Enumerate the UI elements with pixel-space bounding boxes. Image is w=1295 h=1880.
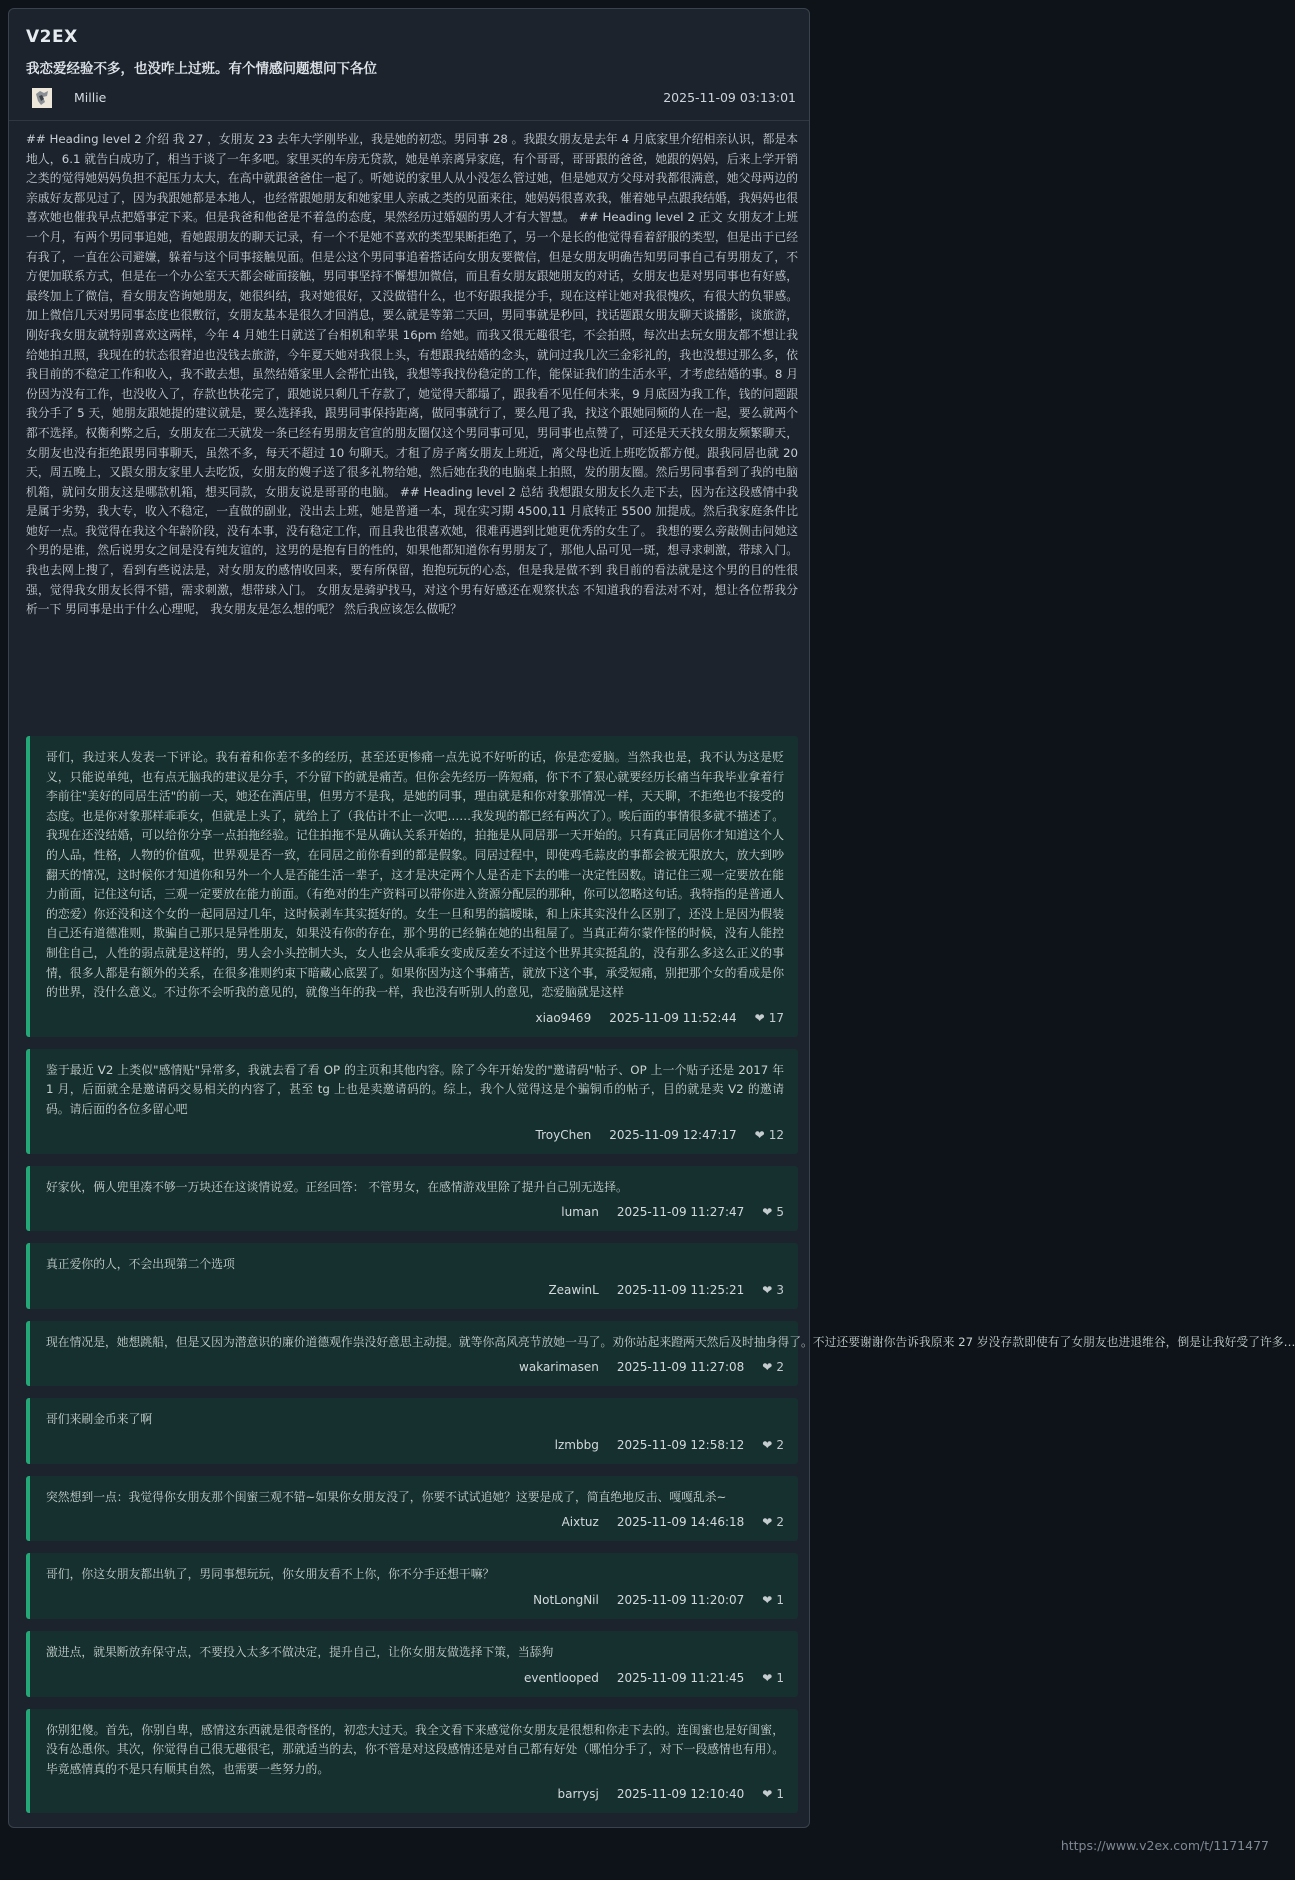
reply-meta xyxy=(46,1667,784,1689)
reply-time: 2025-11-09 12:58:12 xyxy=(616,1437,745,1452)
reply-content: 哥们来刷金币来了啊 xyxy=(46,1412,153,1427)
author-name[interactable]: Millie xyxy=(74,90,107,105)
post-time: 2025-11-09 03:13:01 xyxy=(663,90,796,105)
reply-username[interactable]: Aixtuz xyxy=(561,1515,599,1530)
reply-username[interactable]: wakarimasen xyxy=(519,1360,599,1375)
reply-username[interactable]: NotLongNil xyxy=(533,1593,599,1608)
like-count: 1 xyxy=(776,1670,784,1685)
reply-meta xyxy=(46,1589,784,1611)
reply-meta xyxy=(46,1201,784,1223)
like-button[interactable] xyxy=(762,1205,784,1219)
avatar[interactable] xyxy=(32,88,52,108)
reply-username[interactable]: ZeawinL xyxy=(548,1282,599,1297)
topic-card xyxy=(8,8,1295,1828)
reply-content: 你别犯傻。首先，你别自卑，感情这东西就是很奇怪的，初恋大过天。我全文看下来感觉你女朋友是很想和你走下去的。连闺蜜也是好闺蜜，没有怂恿你。其次，你觉得自己很无趣很宅，那就适当的去，你不管是对这段感情还是对自己都有好处（哪怕分手了，对下一段感情也有用）。毕竟感情真的不是只有顺其自然，也需要一些努力的。 xyxy=(46,1722,784,1776)
like-button[interactable] xyxy=(762,1787,784,1801)
reply-item xyxy=(26,1166,798,1232)
like-count: 1 xyxy=(776,1787,784,1802)
like-button[interactable] xyxy=(762,1438,784,1452)
topic-content: ## Heading level 2 介绍 我 27 ，女朋友 23 去年大学刚毕业，我是她的初恋。男同事 28 。我跟女朋友是去年 4 月底家里介绍相亲认识，都是本地人，6.1 就告白成功了，相当于谈了一年多吧。家里买的车房无贷款，她是单亲离异家庭，有个哥哥，哥哥跟的爸爸，她跟的妈妈，后来上学开销之类的觉得她妈妈负担不起压力太大，在高中就跟爸爸住一起了。听她说的家里人从小没怎么管过她，但是她双方父母对我都很满意，她父母两边的亲戚好友都见过了，因为我跟她都是本地人，也经常跟她朋友和她家里人亲戚之类的见面来往，她妈妈很喜欢我，催着她早点跟我结婚，我妈妈也很喜欢她也催我早点把婚事定下来。但是我爸和他爸是不着急的态度，果然经历过婚姻的男人才有大智慧。 ## Heading level 2 正文 女朋友才上班一个月，有两个男同事追她，看她跟朋友的聊天记录，有一个不是她不喜欢的类型果断拒绝了，另一个是长的他觉得看着舒服的类型，但是出于已经有我了，一直在公司避嫌，躲着与这个同事接触见面。但是公这个男同事追着搭话向女朋友要微信，但是女朋友明确告知男同事自己有男朋友了，不方便加联系方式，但是在一个办公室天天都会碰面接触，男同事坚持不懈想加微信，而且看女朋友跟她朋友的对话，女朋友也是对男同事也有好感，最终加上了微信，看女朋友咨询她朋友，她很纠结，我对她很好，又没做错什么，也不好跟我提分手，现在这样让她对我很愧疚，有很大的负罪感。加上微信几天对男同事态度也很敷衍，女朋友基本是很久才回消息，要么就是等第二天回，男同事就是秒回，找话题跟女朋友聊天谈播影，谈旅游，刚好我女朋友就特别喜欢这两样，今年 4 月她生日就送了台相机和苹果 16pm 给她。而我又很无趣很宅，不会拍照，每次出去玩女朋友都不想让我给她拍丑照，我现在的状态很窘迫也没钱去旅游，今年夏天她对我很上头，有想跟我结婚的念头，就问过我几次三金彩礼的，我也没想过那么多，依我目前的不稳定工作和收入，我不敢去想，虽然结婚家里人会帮忙出钱，我想等我找份稳定的工作，能保证我们的生活水平，才考虑结婚的事。8 月份因为没有工作，也没收入了，存款也快花完了，跟她说只剩几千存款了，她觉得天都塌了，跟我看不见任何未来，9 月底因为我工作，钱的问题跟我分手了 5 天，她朋友跟她提的建议就是，要么选择我，跟男同事保持距离，做同事就行了，要么甩了我，找这个跟她同频的人在一起，要么就两个都不选择。权衡利弊之后，女朋友在二天就发一条已经有男朋友官宣的朋友圈仅这个男同事可见，男同事也点赞了，可还是天天找女朋友频繁聊天，女朋友也没有拒绝跟男同事聊天，虽然不多，每天不超过 10 句聊天。才租了房子离女朋友上班近，离父母也近上班吃饭都方便。跟我同居也就 20 天，周五晚上，又跟女朋友家里人去吃饭，女朋友的嫂子送了很多礼物给她，然后她在我的电脑桌上拍照，发的朋友圈。然后男同事看到了我的电脑机箱，就问女朋友这是哪款机箱，想买同款，女朋友说是哥哥的电脑。 ## Heading level 2 总结 我想跟女朋友长久走下去，因为在这段感情中我是属于劣势，我大专，收入不稳定，一直做的副业，没出去上班，她是普通一本，现在实习期 4500,11 月底转正 5500 加提成。然后我家庭条件比她好一点。我觉得在我这个年龄阶段，没有本事，没有稳定工作，而且我也很喜欢她，很难再遇到比她更优秀的女生了。 我想的要么旁敲侧击问她这个男的是谁，然后说男女之间是没有纯友谊的，这男的是抱有目的性的，如果他都知道你有男朋友了，那他人品可见一斑，想寻求刺激，带球入门。 我也去网上搜了，看到有些说法是，对女朋友的感情收回来，要有所保留，抱抱玩玩的心态，但是我是做不到 我目前的看法就是这个男的目的性很强，觉得我女朋友长得不错，需求刺激，想带球入门。 女朋友是骑驴找马，对这个男有好感还在观察状态 不知道我的看法对不对，想让各位帮我分析一下 男同事是出于什么心理呢， 我女朋友是怎么想的呢？ 然后我应该怎么做呢？ xyxy=(26,132,798,617)
reply-meta xyxy=(46,1124,784,1146)
reply-item xyxy=(26,1553,798,1619)
reply-username[interactable]: luman xyxy=(561,1205,599,1220)
like-button[interactable] xyxy=(762,1593,784,1607)
reply-item xyxy=(26,1631,798,1697)
reply-item xyxy=(26,1321,1295,1387)
reply-time: 2025-11-09 11:25:21 xyxy=(616,1282,745,1297)
reply-meta xyxy=(46,1356,784,1378)
reply-item xyxy=(26,1709,798,1814)
heart-icon: ❤ xyxy=(762,1787,773,1802)
heart-icon: ❤ xyxy=(754,1127,765,1142)
like-button[interactable] xyxy=(762,1671,784,1685)
reply-item xyxy=(26,1398,798,1464)
reply-content: 激进点，就果断放弃保守点，不要投入太多不做决定，提升自己，让你女朋友做选择下策，当舔狗 xyxy=(46,1645,554,1660)
divider xyxy=(9,120,809,121)
reply-item xyxy=(26,1049,798,1154)
reply-content: 突然想到一点：我觉得你女朋友那个闺蜜三观不错~如果你女朋友没了，你要不试试追她？这要是成了，简直绝地反击、嘎嘎乱杀~ xyxy=(46,1489,727,1504)
like-button[interactable] xyxy=(755,1011,784,1025)
heart-icon: ❤ xyxy=(762,1670,773,1685)
reply-time: 2025-11-09 14:46:18 xyxy=(616,1515,745,1530)
reply-time: 2025-11-09 11:27:47 xyxy=(616,1205,745,1220)
like-count: 2 xyxy=(776,1437,784,1452)
like-button[interactable] xyxy=(762,1515,784,1529)
heart-icon: ❤ xyxy=(754,1010,765,1025)
reply-username[interactable]: xiao9469 xyxy=(535,1010,592,1025)
like-count: 12 xyxy=(768,1127,784,1142)
reply-time: 2025-11-09 11:27:08 xyxy=(616,1360,745,1375)
heart-icon: ❤ xyxy=(762,1515,773,1530)
like-button[interactable] xyxy=(755,1128,784,1142)
reply-time: 2025-11-09 11:21:45 xyxy=(616,1670,745,1685)
reply-meta xyxy=(46,1279,784,1301)
like-button[interactable] xyxy=(762,1360,784,1374)
site-logo[interactable]: V2EX xyxy=(26,27,78,47)
reply-meta xyxy=(46,1434,784,1456)
reply-content: 哥们，我过来人发表一下评论。我有着和你差不多的经历，甚至还更惨痛一点先说不好听的话，你是恋爱脑。当然我也是，我不认为这是贬义，只能说单纯，也有点无脑我的建议是分手，不分留下的就是痛苦。但你会先经历一阵短痛，你下不了狠心就要经历长痛当年我毕业拿着行李前往"美好的同居生活"的前一天，她还在酒店里，但男方不是我，是她的同事，理由就是和你对象那情况一样，天天聊，不拒绝也不接受的态度。也是你对象那样乖乖女，但就是上头了，就给上了（我估计不止一次吧……我发现的都已经有两次了）。唉后面的事情很多就不描述了。我现在还没结婚，可以给你分享一点拍拖经验。记住拍拖不是从确认关系开始的，拍拖是从同居那一天开始的。只有真正同居你才知道这个人的人品，性格，人物的价值观，世界观是否一致，在同居之前你看到的都是假象。同居过程中，即使鸡毛蒜皮的事都会被无限放大，放大到吵翻天的情况，这时候你才知道你和另外一个人是否能生活一辈子，这才是决定两个人是否走下去的唯一决定性因数。请记住三观一定要放在能力前面，记住这句话，三观一定要放在能力前面。（有绝对的生产资料可以带你进入资源分配层的那种，你可以忽略这句话。我特指的是普通人的恋爱）你还没和这个女的一起同居过几年，这时候剥车其实挺好的。女生一旦和男的搞暧昧，和上床其实没什么区别了，还没上是因为假装自己还有道德准则，欺骗自己那只是异性朋友，如果没有你的存在，那个男的已经躺在她的出租屋了。当真正荷尔蒙作怪的时候，没有人能控制住自己，人性的弱点就是这样的，男人会小头控制大头，女人也会从乖乖女变成反差女不过这个世界其实挺乱的，没有那么多这么正义的事情，很多人都是有额外的关系，在很多准则约束下暗藏心底罢了。如果你因为这个事痛苦，就放下这个事，承受短痛，别把那个女的看成是你的世界，没什么意义。不过你不会听我的意见的，就像当年的我一样，我也没有听别人的意见，恋爱脑就是这样 xyxy=(46,750,784,1000)
reply-content: 现在情况是，她想跳船，但是又因为潜意识的廉价道德观作祟没好意思主动提。就等你高风亮节放她一马了。劝你站起来蹬两天然后及时抽身得了。不过还要谢谢你告诉我原来 27 岁没存款即使有了女朋友也进退维谷，倒是让我好受了许多… xyxy=(46,1334,1295,1349)
like-count: 1 xyxy=(776,1593,784,1608)
reply-content: 真正爱你的人，不会出现第二个选项 xyxy=(46,1257,235,1272)
reply-item xyxy=(26,1476,798,1542)
reply-content: 鉴于最近 V2 上类似"感情贴"异常多，我就去看了看 OP 的主页和其他内容。除了今年开始发的"邀请码"帖子、OP 上一个贴子还是 2017 年 1 月，后面就全是邀请码交易相关的内容了，甚至 tg 上也是卖邀请码的。综上，我个人觉得这是个骗铜币的帖子，目的就是卖 V2 的邀请码。请后面的各位多留心吧 xyxy=(46,1062,784,1116)
author-row xyxy=(26,85,796,111)
like-count: 5 xyxy=(776,1205,784,1220)
reply-content: 好家伙，俩人兜里凑不够一万块还在这谈情说爱。正经回答： 不管男女，在感情游戏里除了提升自己别无选择。 xyxy=(46,1179,628,1194)
reply-time: 2025-11-09 12:10:40 xyxy=(616,1787,745,1802)
like-count: 2 xyxy=(776,1360,784,1375)
like-count: 3 xyxy=(776,1282,784,1297)
reply-content: 哥们，你这女朋友都出轨了，男同事想玩玩，你女朋友看不上你，你不分手还想干嘛？ xyxy=(46,1567,495,1582)
reply-list xyxy=(26,736,1295,1825)
topic-title: 我恋爱经验不多，也没咋上过班。有个情感问题想问下各位 xyxy=(26,61,377,77)
reply-meta xyxy=(46,1511,784,1533)
reply-time: 2025-11-09 11:20:07 xyxy=(616,1593,745,1608)
reply-username[interactable]: eventlooped xyxy=(524,1670,599,1685)
reply-username[interactable]: TroyChen xyxy=(535,1127,592,1142)
like-button[interactable] xyxy=(762,1283,784,1297)
like-count: 17 xyxy=(768,1010,784,1025)
heart-icon: ❤ xyxy=(762,1360,773,1375)
reply-time: 2025-11-09 11:52:44 xyxy=(609,1010,737,1025)
reply-item xyxy=(26,1243,798,1309)
heart-icon: ❤ xyxy=(762,1593,773,1608)
reply-username[interactable]: lzmbbg xyxy=(554,1437,599,1452)
heart-icon: ❤ xyxy=(762,1437,773,1452)
reply-meta xyxy=(46,1783,784,1805)
heart-icon: ❤ xyxy=(762,1282,773,1297)
reply-item xyxy=(26,736,798,1037)
heart-icon: ❤ xyxy=(762,1205,773,1220)
like-count: 2 xyxy=(776,1515,784,1530)
reply-username[interactable]: barrysj xyxy=(557,1787,599,1802)
reply-time: 2025-11-09 12:47:17 xyxy=(609,1127,737,1142)
topic-url[interactable]: https://www.v2ex.com/t/1171477 xyxy=(1060,1838,1269,1853)
reply-meta xyxy=(46,1007,784,1029)
